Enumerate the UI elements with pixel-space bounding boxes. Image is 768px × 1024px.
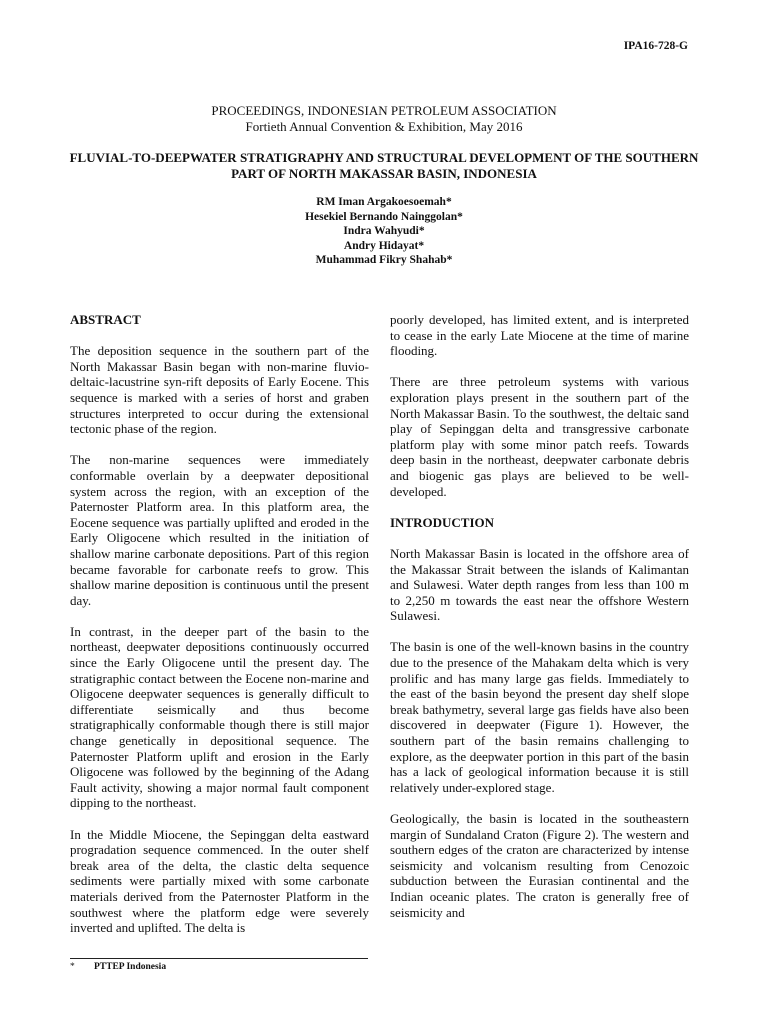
introduction-heading: INTRODUCTION — [390, 514, 495, 530]
abstract-paragraph: poorly developed, has limited extent, and is interpreted to cease in the early Late Miocene at the time of marine flooding. — [390, 312, 689, 359]
proceedings-line-1: PROCEEDINGS, INDONESIAN PETROLEUM ASSOCIATION — [211, 103, 557, 118]
document-id: IPA16-728-G — [623, 40, 688, 52]
footnote-divider — [70, 958, 368, 959]
introduction-paragraph: North Makassar Basin is located in the offshore area of the Makassar Strait between the islands of Kalimantan and Sulawesi. Water depth ranges from less than 100 m to 2,250 m towards the east near the offshore Western Sulawesi. — [390, 545, 689, 624]
author-list — [0, 195, 768, 268]
footnote-text: PTTEP Indonesia — [94, 962, 167, 972]
introduction-paragraph: Geologically, the basin is located in the southeastern margin of Sundaland Craton (Figure 2). The western and southern edges of the craton are characterized by intense seismicity and volcanism resulting from Cenozoic subduction between the Eurasian continental and the Indian oceanic plates. The craton is generally free of seismicity and — [390, 811, 689, 920]
author-name: Muhammad Fikry Shahab* — [315, 254, 453, 267]
footnote — [70, 962, 166, 972]
abstract-paragraph: In the Middle Miocene, the Sepinggan delta eastward progradation sequence commenced. In the outer shelf break area of the delta, the clastic delta sequence sediments were partially mixed with some carbonate materials derived from the Paternoster Platform in the southwest where the platform edge were severely inverted and uplifted. The delta is — [70, 826, 369, 936]
author-name: RM Iman Argakoesoemah* — [316, 196, 452, 208]
proceedings-line-2: Fortieth Annual Convention & Exhibition, May 2016 — [245, 119, 523, 134]
author-name: Indra Wahyudi* — [343, 225, 425, 238]
author-name: Hesekiel Bernando Nainggolan* — [305, 210, 463, 223]
abstract-paragraph: In contrast, in the deeper part of the basin to the northeast, deepwater depositions continuously occurred since the Early Oligocene until the present day. The stratigraphic contact between the Eocene non-marine and Oligocene deepwater sequences is generally difficult to differentiate seismically and thus become stratigraphically conformable though there is still major change genetically in depositional sequence. The Paternoster Platform uplift and erosion in the Early Oligocene was followed by the beginning of the Adang Fault activity, showing a major normal fault component dipping to the northeast. — [70, 623, 369, 811]
author-name: Andry Hidayat* — [343, 239, 425, 252]
left-column — [70, 312, 369, 951]
paper-title: FLUVIAL-TO-DEEPWATER STRATIGRAPHY AND STRUCTURAL DEVELOPMENT OF THE SOUTHERN PART OF NORTH MAKASSAR BASIN, INDONESIA — [69, 150, 699, 181]
abstract-paragraph: The non-marine sequences were immediately conformable overlain by a deepwater depositional system across the region, with an exception of the Paternoster Platform area. In this platform area, the Eocene sequence was partially uplifted and eroded in the Early Oligocene which resulted in the initiation of shallow marine carbonate depositions. Part of this region became favorable for carbonate reefs to grow. This shallow marine deposition is continuous until the present day. — [70, 452, 369, 608]
abstract-heading: ABSTRACT — [70, 312, 141, 327]
footnote-mark: * — [70, 962, 75, 972]
introduction-paragraph: The basin is one of the well-known basins in the country due to the presence of the Mahakam delta which is very prolific and has many large gas fields. Immediately to the east of the basin beyond the present day shelf slope break bathymetry, several large gas fields have also been discovered in deepwater (Figure 1). However, the southern part of the basin remains challenging to explore, as the deepwater portion in this part of the basin has a lack of geological information because it is still relatively under-explored stage. — [390, 639, 689, 795]
abstract-paragraph: There are three petroleum systems with various exploration plays present in the southern part of the North Makassar Basin. To the southwest, the deltaic sand play of Sepinggan delta and transgressive carbonate platform play with some minor patch reefs. Towards deep basin in the northeast, deepwater carbonate debris and biogenic gas plays are believed to be well-developed. — [390, 374, 689, 499]
abstract-paragraph: The deposition sequence in the southern part of the North Makassar Basin began with non-marine fluvio-deltaic-lacustrine syn-rift deposits of Early Eocene. This sequence is marked with a series of horst and graben structures interpreted to occur during the extensional tectonic phase of the region. — [70, 343, 369, 437]
right-column — [390, 312, 689, 936]
